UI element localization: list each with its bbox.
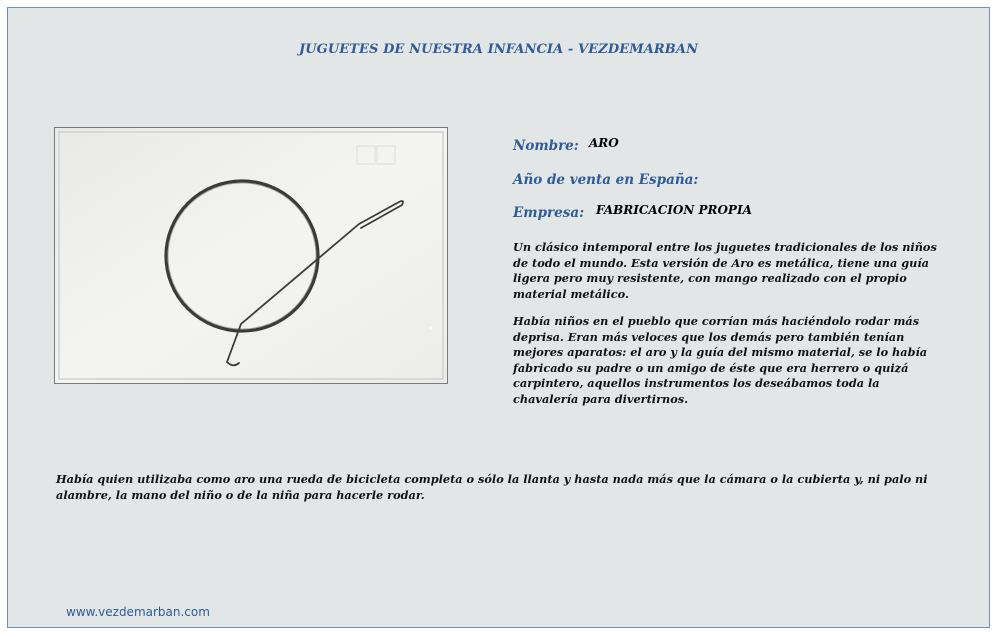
description-paragraph-2: Había niños en el pueblo que corrían más haciéndolo rodar más deprisa. Eran más veloces que los demás pero también tenían mejores aparatos: el aro y la guía del mismo material, se lo había fabricado su padre o un amigo de éste que era herrero o quizá carpintero, aquellos instrumentos los deseábamos toda la chavalería para divertirnos. (513, 314, 928, 406)
description-paragraph-1: Un clásico intemporal entre los juguetes tradicionales de los niños de todo el mundo. Esta versión de Aro es metálica, tiene una guía ligera pero muy resistente, con mango realizado con el propio material metálico. (513, 240, 937, 301)
ano-venta-label: Año de venta en España: (513, 172, 699, 188)
hoop-illustration (55, 128, 447, 383)
footer-url-link[interactable]: www.vezdemarban.com (66, 605, 210, 619)
page-card (7, 7, 990, 628)
description-paragraph-3: Había quien utilizaba como aro una rueda de bicicleta completa o sólo la llanta y hasta nada más que la cámara o la cubierta y, ni palo ni alambre, la mano del niño o de la niña para hacerle rodar. (56, 472, 928, 502)
toy-photo (54, 127, 448, 384)
field-ano-venta (513, 169, 698, 188)
empresa-value: FABRICACION PROPIA (596, 203, 752, 217)
page-title: JUGUETES DE NUESTRA INFANCIA - VEZDEMARBAN (298, 42, 699, 57)
nombre-label: Nombre: (513, 138, 579, 154)
nombre-value: ARO (589, 136, 619, 150)
field-empresa (513, 202, 752, 221)
empresa-label: Empresa: (513, 205, 585, 221)
field-nombre (513, 135, 619, 154)
